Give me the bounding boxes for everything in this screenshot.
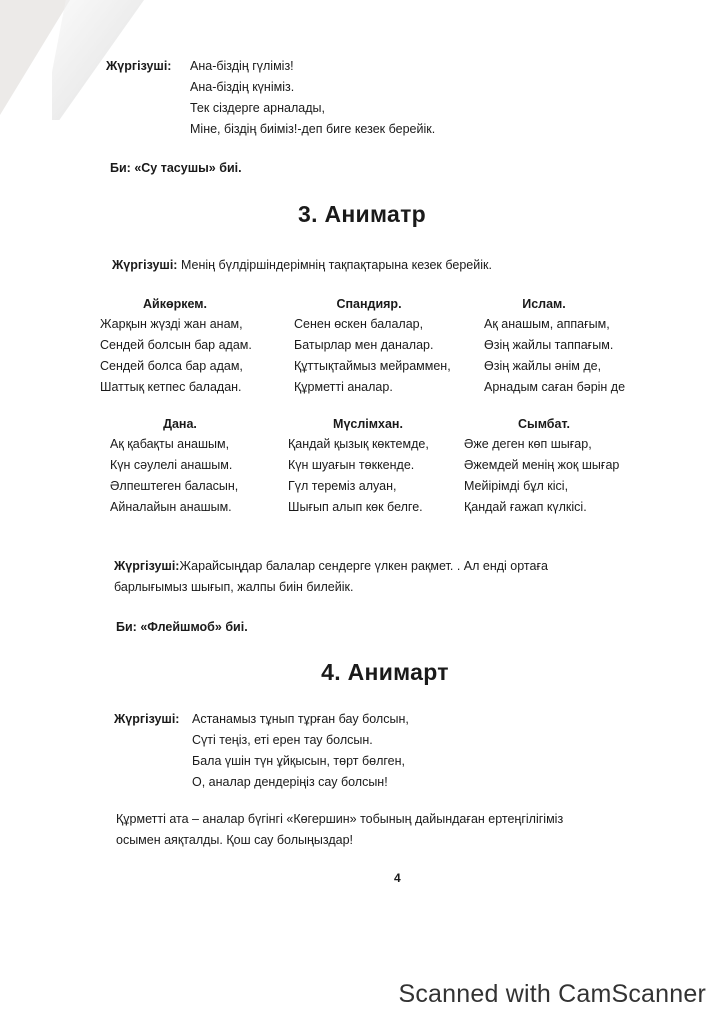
poem-author: Айкөркем. <box>142 297 207 311</box>
host-line-3 <box>114 556 548 598</box>
host-text: Жарайсыңдар балалар сендерге үлкен рақмет. . Ал енді ортаға <box>179 559 548 573</box>
poem-line: Сенен өскен балалар, <box>294 317 424 331</box>
intro-line: Тек сіздерге арналады, <box>190 101 325 115</box>
poem-line: Өзің жайлы әнім де, <box>484 359 602 373</box>
section-title-4: 4. Анимарт <box>321 659 449 685</box>
poem-author: Мүслімхан. <box>333 417 403 431</box>
intro-speaker: Жүргізуші: <box>106 59 172 73</box>
poem-author: Спандияр. <box>336 297 402 311</box>
poem-line: Әже деген көп шығар, <box>464 437 592 451</box>
intro-line: Міне, біздің биіміз!-деп биге кезек берейік. <box>190 122 436 136</box>
poem-line: Мейірімді бұл кісі, <box>464 479 569 493</box>
poem-author: Ислам. <box>522 297 566 311</box>
intro-poem <box>190 56 435 140</box>
poem-author: Дана. <box>163 417 197 431</box>
dance-2 <box>116 617 248 638</box>
poem-aikorkem <box>100 294 290 398</box>
host-text: барлығымыз шығып, жалпы биін билейік. <box>114 580 354 594</box>
closing-line: Құрметті ата – аналар бүгінгі «Көгершин» тобының дайындаған ертеңгілігіміз <box>116 812 564 826</box>
poem-line: Құттықтаймыз мейраммен, <box>294 359 451 373</box>
poem-line: Батырлар мен даналар. <box>294 338 434 352</box>
poem-line: Айналайын анашым. <box>110 500 232 514</box>
poem-line: Құрметті аналар. <box>294 380 393 394</box>
dance-name: «Флейшмоб» биі. <box>140 620 248 634</box>
poem-line: Күн сәулелі анашым. <box>110 458 233 472</box>
dance-label: Би: <box>116 620 137 634</box>
poem-line: Әлпештеген баласын, <box>110 479 239 493</box>
host4-speaker: Жүргізуші: <box>114 712 180 726</box>
closing-paragraph <box>116 809 563 851</box>
poem-muslimkhan <box>288 414 478 518</box>
poem-line: Арнадым саған бәрін де <box>484 380 626 394</box>
host4-line: Сүті теңіз, еті ерен тау болсын. <box>192 733 373 747</box>
poem-author: Сымбат. <box>518 417 570 431</box>
page-number: 4 <box>394 871 401 885</box>
poem-line: Қандай қызық көктемде, <box>288 437 429 451</box>
host4-line: Астанамыз тұнып тұрған бау болсын, <box>192 712 409 726</box>
poem-line: Шаттық кетпес баладан. <box>100 380 242 394</box>
poem-line: Сендей болсын бар адам. <box>100 338 252 352</box>
poem-line: Ақ қабақты анашым, <box>110 437 230 451</box>
dance-1 <box>110 158 242 179</box>
camscanner-watermark: Scanned with CamScanner <box>398 980 706 1008</box>
poem-line: Қандай ғажап күлкісі. <box>464 500 587 514</box>
dance-label: Би: <box>110 161 131 175</box>
intro-line: Ана-біздің гүліміз! <box>190 59 294 73</box>
poem-line: Гүл тереміз алуан, <box>288 479 397 493</box>
poem-line: Сендей болса бар адам, <box>100 359 243 373</box>
poem-line: Өзің жайлы таппағым. <box>484 338 614 352</box>
section-title-3: 3. Аниматр <box>297 201 427 227</box>
poem-spandiyar <box>294 294 484 398</box>
host-speaker: Жүргізуші: <box>112 258 178 272</box>
poem-line: Ақ анашым, аппағым, <box>484 317 610 331</box>
dance-name: «Су тасушы» биі. <box>134 161 242 175</box>
poem-line: Күн шуағын төккенде. <box>288 458 415 472</box>
closing-line: осымен аяқталды. Қош сау болыңыздар! <box>116 833 353 847</box>
intro-line: Ана-біздің күніміз. <box>190 80 295 94</box>
host4-line: Бала үшін түн ұйқысын, төрт бөлген, <box>192 754 405 768</box>
host4-line: О, аналар дендеріңіз сау болсын! <box>192 775 388 789</box>
host4-poem <box>192 709 409 793</box>
poem-dana <box>110 414 300 518</box>
host-speaker: Жүргізуші: <box>114 559 180 573</box>
poem-line: Әжемдей менің жоқ шығар <box>464 458 620 472</box>
poem-islam <box>484 294 674 398</box>
host-text: Менің бүлдіршіндерімнің тақпақтарына кезек берейік. <box>180 258 492 272</box>
host-line-2 <box>112 255 492 276</box>
poem-symbat <box>464 414 654 518</box>
poem-line: Жарқын жүзді жан анам, <box>100 317 243 331</box>
poem-line: Шығып алып көк белге. <box>288 500 423 514</box>
